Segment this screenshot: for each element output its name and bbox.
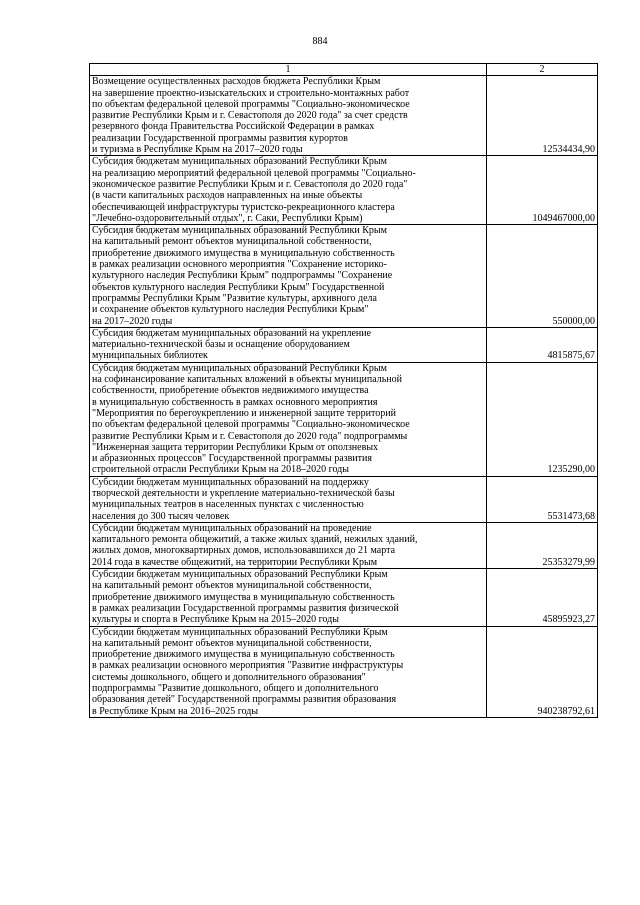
row-amount: 5531473,68 (487, 476, 598, 522)
table-row (90, 76, 598, 156)
row-description: Субсидия бюджетам муниципальных образований Республики Крым на реализацию мероприятий федеральной целевой программы "Социально- экономическое развитие Республики Крым и г. Севастополя до 2020 года" (в части капитальных расходов направленных на иные объекты обеспечивающей инфраструктуры туристско-рекреационного кластера "Лечебно-оздоровительный отдых", г. Саки, Республики Крым) (90, 156, 487, 225)
row-description: Субсидия бюджетам муниципальных образований на укрепление материально-технической базы и оснащение оборудованием муниципальных библиотек (90, 327, 487, 362)
row-amount: 940238792,61 (487, 626, 598, 717)
table-row (90, 156, 598, 225)
page-number: 884 (312, 36, 328, 47)
budget-table (89, 63, 598, 718)
row-amount: 12534434,90 (487, 76, 598, 156)
row-description: Субсидии бюджетам муниципальных образований Республики Крым на капитальный ремонт объектов муниципальной собственности, приобретение движимого имущества в муниципальную собственность в рамках реализации Государственной программы развития физической культуры и спорта в Республике Крым на 2015–2020 годы (90, 569, 487, 626)
row-description: Субсидия бюджетам муниципальных образований Республики Крым на капитальный ремонт объектов муниципальной собственности, приобретение движимого имущества в муниципальную собственность в рамках реализации основного мероприятия "Сохранение историко- культурного наследия Республики Крым" подпрограммы "Сохранение объектов культурного наследия Республики Крым" Государственной программы Республики Крым "Развитие культуры, архивного дела и сохранение объектов культурного наследия Республики Крым" на 2017–2020 годы (90, 225, 487, 328)
row-description: Субсидия бюджетам муниципальных образований Республики Крым на софинансирование капитальных вложений в объекты муниципальной собственности, приобретение объектов недвижимого имущества в муниципальную собственность в рамках основного мероприятия "Мероприятия по берегоукреплению и инженерной защите территорий по объектам федеральной целевой программы "Социально-экономическое развитие Республики Крым и г. Севастополя до 2020 года" подпрограммы "Инженерная защита территории Республики Крым от оползневых и абразионных процессов" Государственной программы развития строительной отрасли Республики Крым на 2018–2020 годы (90, 362, 487, 476)
column-header-1: 1 (90, 64, 487, 76)
row-description: Субсидии бюджетам муниципальных образований на поддержку творческой деятельности и укрепление материально-технической базы муниципальных театров в населенных пунктах с численностью населения до 300 тысяч человек (90, 476, 487, 522)
row-amount: 45895923,27 (487, 569, 598, 626)
table-row (90, 476, 598, 522)
row-amount: 4815875,67 (487, 327, 598, 362)
table-row (90, 522, 598, 568)
column-header-2: 2 (487, 64, 598, 76)
table-row (90, 362, 598, 476)
row-amount: 1235290,00 (487, 362, 598, 476)
table-header-row (90, 64, 598, 76)
row-description: Возмещение осуществленных расходов бюджета Республики Крым на завершение проектно-изыскательских и строительно-монтажных работ по объектам федеральной целевой программы "Социально-экономическое развитие Республики Крым и г. Севастополя до 2020 года" за счет средств резервного фонда Правительства Российской Федерации в рамках реализации Государственной программы развития курортов и туризма в Республике Крым на 2017–2020 годы (90, 76, 487, 156)
table-row (90, 327, 598, 362)
row-amount: 550000,00 (487, 225, 598, 328)
table-row (90, 626, 598, 717)
table-row (90, 225, 598, 328)
row-description: Субсидии бюджетам муниципальных образований Республики Крым на капитальный ремонт объектов муниципальной собственности, приобретение движимого имущества в муниципальную собственность в рамках реализации основного мероприятия "Развитие инфраструктуры системы дошкольного, общего и дополнительного образования" подпрограммы "Развитие дошкольного, общего и дополнительного образования детей" Государственной программы развития образования в Республике Крым на 2016–2025 годы (90, 626, 487, 717)
row-amount: 25353279,99 (487, 522, 598, 568)
row-amount: 1049467000,00 (487, 156, 598, 225)
row-description: Субсидии бюджетам муниципальных образований на проведение капитального ремонта общежитий, а также жилых зданий, нежилых зданий, жилых домов, многоквартирных домов, использовавшихся до 21 марта 2014 года в качестве общежитий, на территории Республики Крым (90, 522, 487, 568)
table-row (90, 569, 598, 626)
